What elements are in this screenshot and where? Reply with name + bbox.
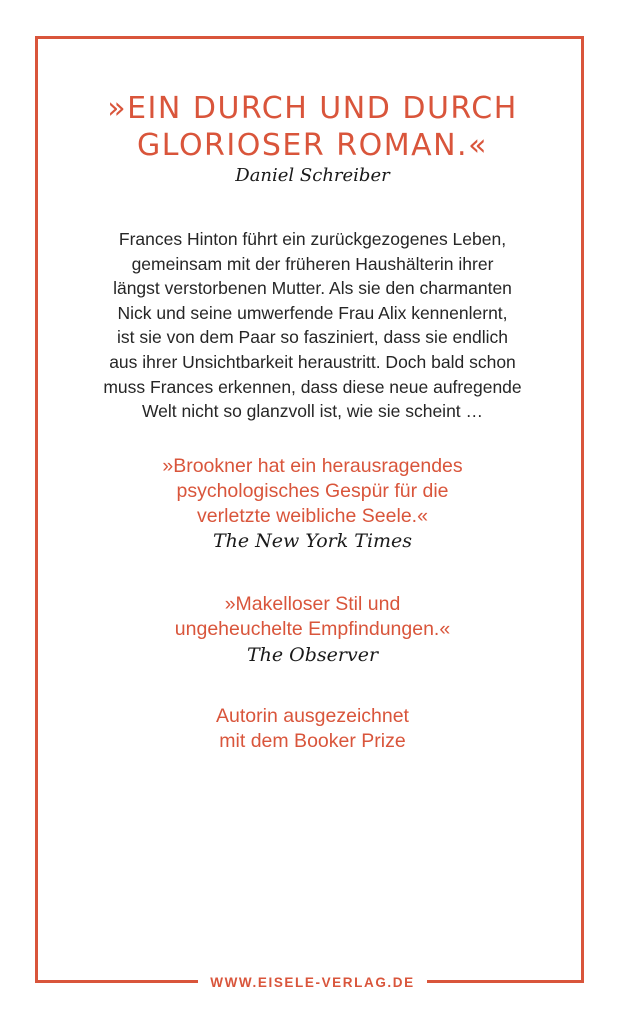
review-source-nyt: The New York Times <box>212 530 413 552</box>
description-line: gemeinsam mit der früheren Haushälterin ihrer <box>131 253 494 274</box>
headline-line-1: »EIN DURCH UND DURCH <box>107 91 518 126</box>
award-note <box>0 704 625 754</box>
quote-line: ungeheuchelte Empfindungen.« <box>174 618 451 640</box>
headline-attribution: Daniel Schreiber <box>235 165 390 186</box>
review-quote-nyt <box>0 454 625 529</box>
description-line: längst verstorbenen Mutter. Als sie den charmanten <box>113 278 512 299</box>
description-line: Frances Hinton führt ein zurückgezogenes Leben, <box>118 229 507 249</box>
award-line-2: mit dem Booker Prize <box>219 730 406 752</box>
description-line: aus ihrer Unsichtbarkeit heraustritt. Doch bald schon <box>109 351 516 372</box>
headline-line-2: GLORIOSER ROMAN.« <box>137 128 488 163</box>
quote-line: verletzte weibliche Seele.« <box>197 505 428 527</box>
description-line: muss Frances erkennen, dass diese neue aufregende <box>103 376 522 397</box>
publisher-url: WWW.EISELE-VERLAG.DE <box>210 975 415 990</box>
headline-quote <box>0 90 625 164</box>
description-line: ist sie von dem Paar so fasziniert, dass sie endlich <box>116 327 508 348</box>
description-line: Nick und seine umwerfende Frau Alix kennenlernt, <box>117 302 508 323</box>
book-description <box>0 227 625 424</box>
quote-line: psychologisches Gespür für die <box>176 480 449 502</box>
quote-line: »Makelloser Stil und <box>224 593 401 615</box>
award-line-1: Autorin ausgezeichnet <box>216 705 409 727</box>
review-source-observer: The Observer <box>246 644 379 666</box>
quote-line: »Brookner hat ein herausragendes <box>162 455 463 477</box>
description-line: Welt nicht so glanzvoll ist, wie sie scheint … <box>141 401 484 422</box>
review-quote-observer <box>0 592 625 642</box>
